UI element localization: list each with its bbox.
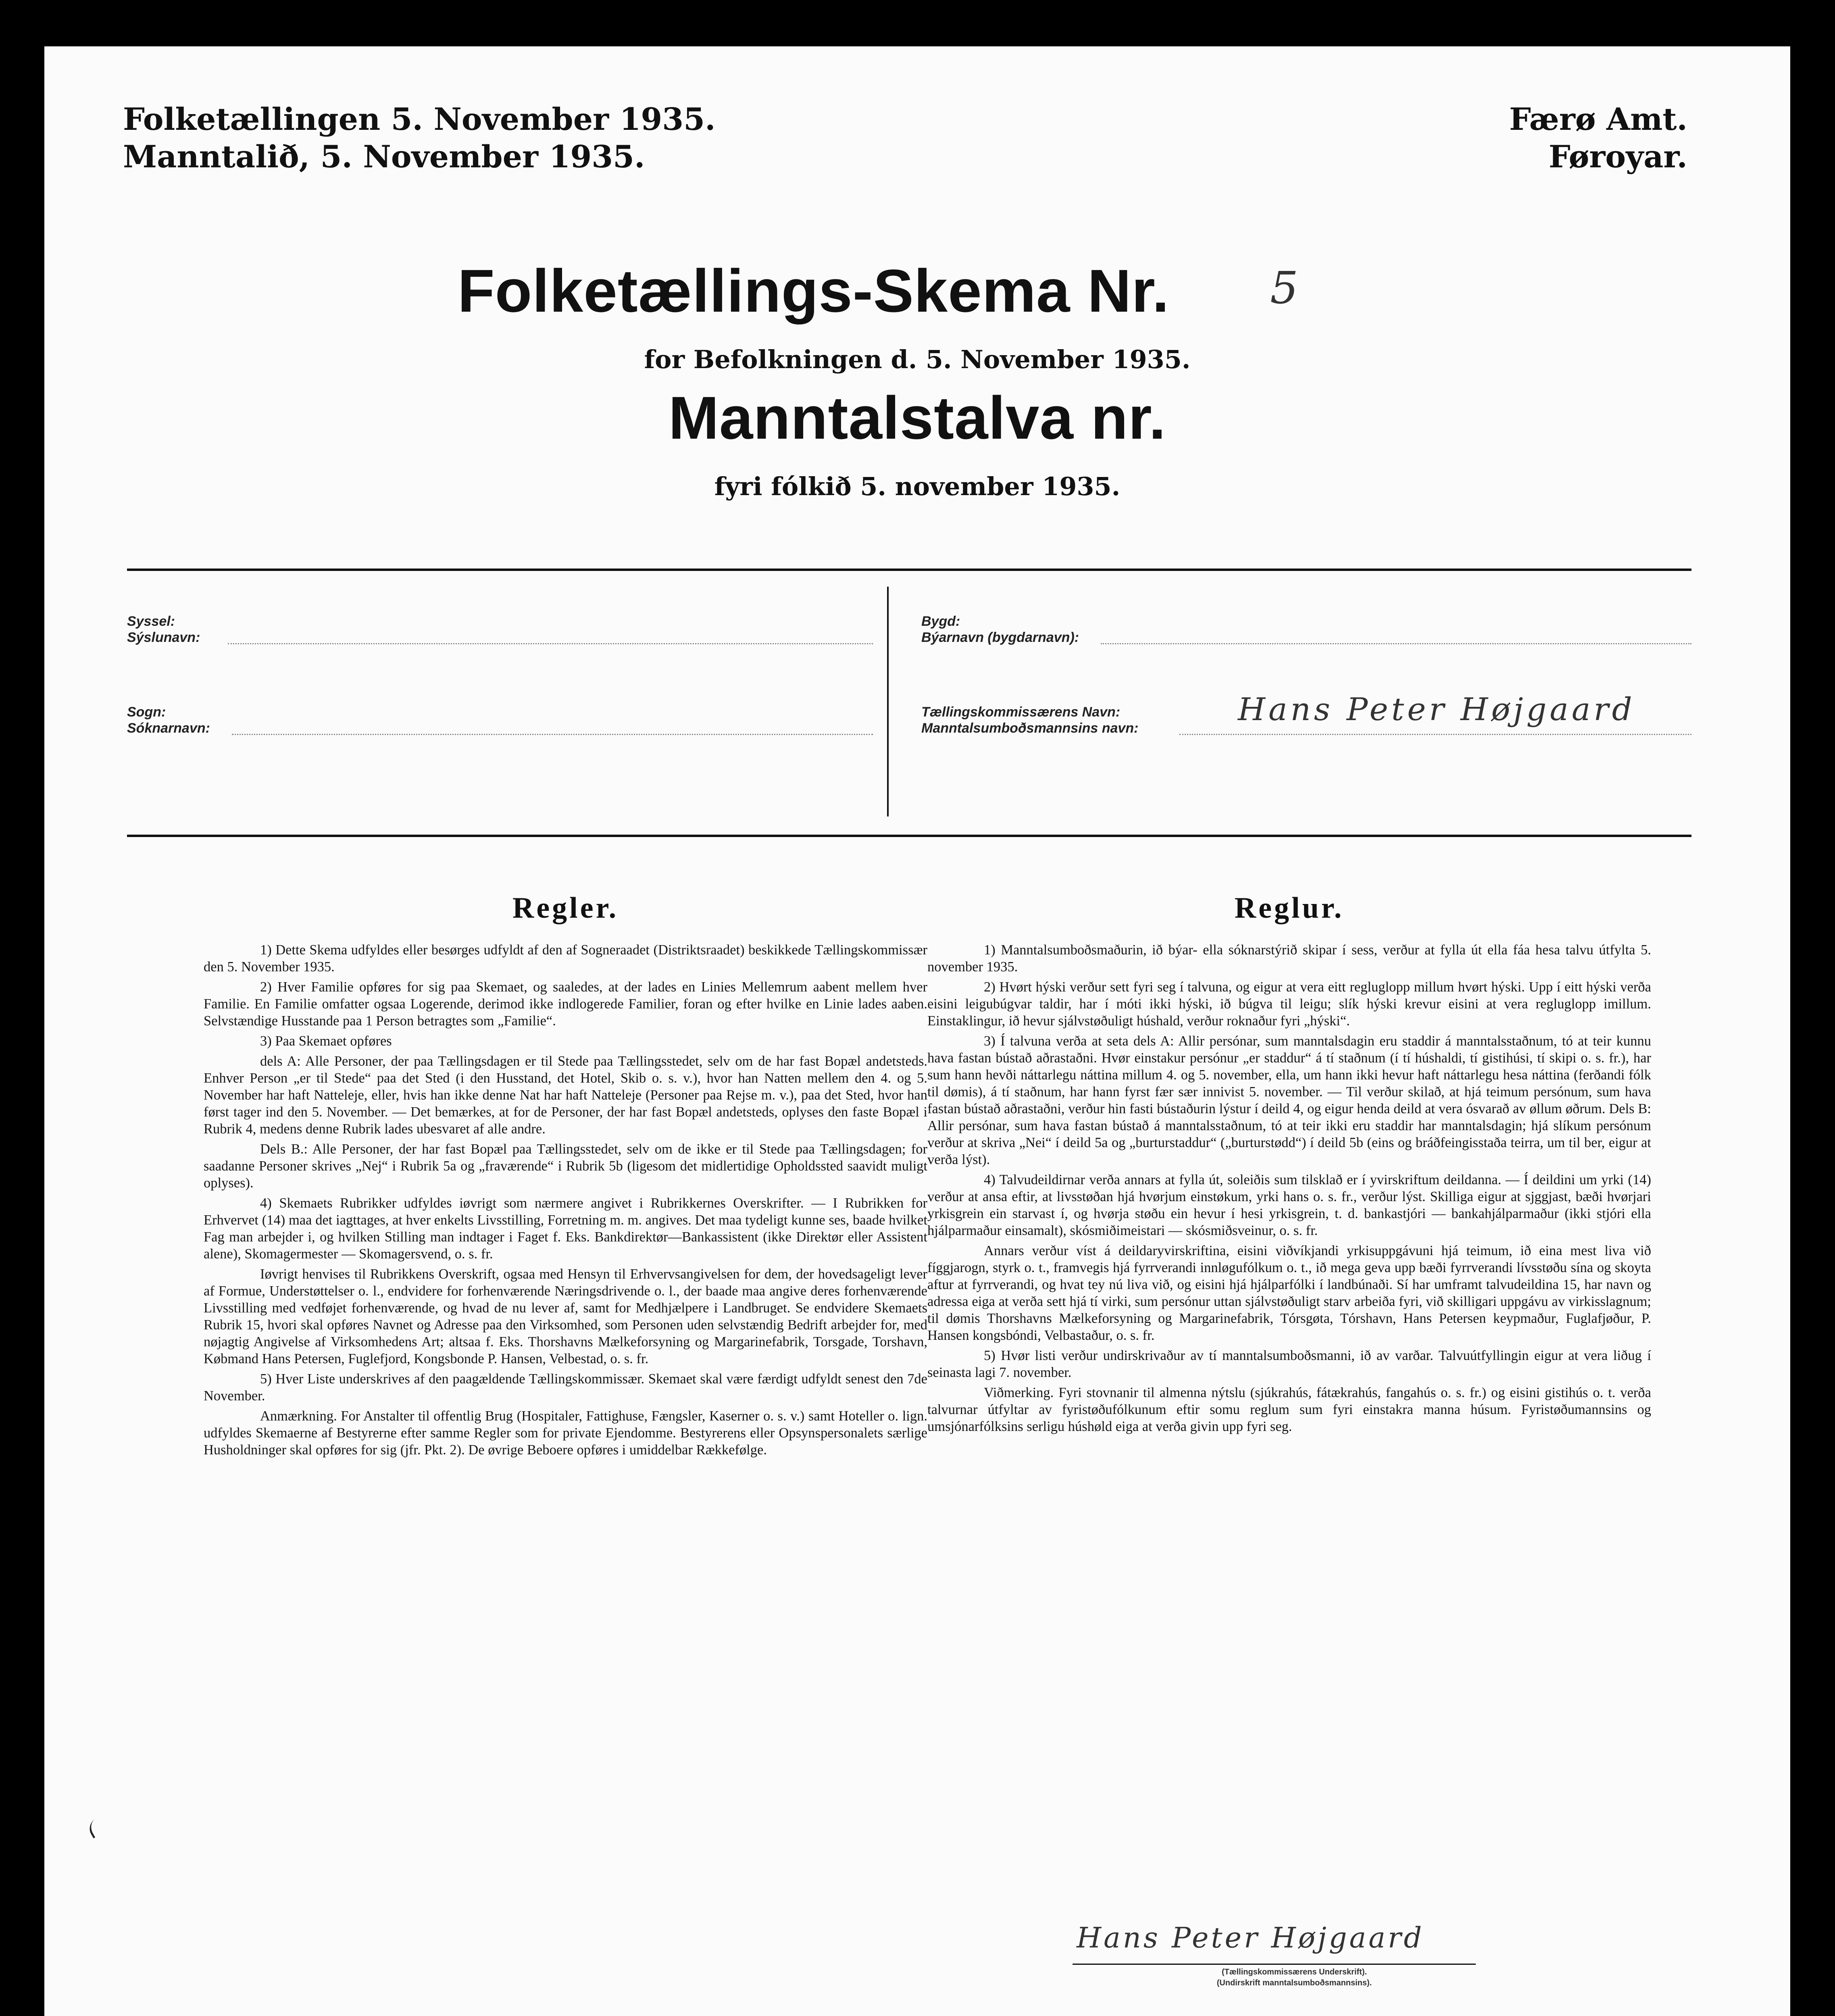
label-soknarnavn: Sóknarnavn: — [127, 721, 210, 736]
reglur-column — [927, 891, 1651, 1438]
top-divider — [127, 569, 1691, 571]
kommissaer-input[interactable] — [1179, 734, 1691, 735]
header-title-danish: Folketællingen 5. November 1935. — [123, 101, 716, 137]
reglur-title: Reglur. — [1234, 891, 1344, 925]
bygd-input[interactable] — [1101, 643, 1691, 644]
census-form-sheet — [44, 46, 1790, 2016]
signature-line — [1073, 1964, 1476, 1965]
label-byarnavn: Býarnavn (bygdarnavn): — [921, 630, 1079, 645]
label-kommissaer: Tællingskommissærens Navn: — [921, 704, 1121, 720]
schema-title: Folketællings-Skema Nr. — [458, 257, 1170, 325]
regler-paragraph-dels-b: Dels B.: Alle Personer, der har fast Bopæl paa Tællingsstedet, selv om de ikke er til Stede paa Tællingsdagen; for saadanne Personer skrives „Nej“ i Rubrik 5a og „fraværende“ i Rubrik 5b (ligesom det midlertidige Opholdssted saavidt muligt oplyses). — [204, 1141, 927, 1191]
regler-paragraph-2: 2) Hver Familie opføres for sig paa Skemaet, og saaledes, at der lades en Linies Mellemrum aabent mellem hver Familie. En Familie omfatter ogsaa Logerende, derimod ikke indlogerede Familier, foran og efter hvilke en Linie lades aaben. Selvstændige Husstande paa 1 Person betragtes som „Familie“. — [204, 979, 927, 1029]
regler-paragraph-iovrigt: Iøvrigt henvises til Rubrikkens Overskrift, ogsaa med Hensyn til Erhvervsangivelsen for dem, der hovedsageligt lever af Formue, Understøttelser o. l., endvidere for forhenværende Næringsdrivende o. l., der baade maa angive deres forhenværende Livsstilling med vedføjet forhenværende, og hvad de nu lever af, samt for Medhjælpere i Landbruget. Se endvidere Skemaets Rubrik 15, hvori skal opføres Navnet og Adresse paa den Virksomhed, som Personen uden selvstændig Bedrift arbejder for, med nøjagtig Angivelse af Virksomhedens Art; altsaa f. Eks. Thorshavns Mælkeforsyning og Margarinefabrik, Torsgade, Torshavn, Købmand Hans Petersen, Fuglefjord, Kongsbonde P. Hansen, Velbestad, o. s. fr. — [204, 1266, 927, 1366]
manntal-subtitle: fyri fólkið 5. november 1935. — [714, 472, 1121, 501]
regler-paragraph-4: 4) Skemaets Rubrikker udfyldes iøvrigt som nærmere angivet i Rubrikkernes Overskrifter. — I Rubrikken for Erhvervet (14) maa det iagttages, at hver enkelts Livsstilling, Forretning m. m. angives. Det maa tydeligt kunne ses, baade hvilket Fag man arbejder i, og hvilken Stilling man indtager i Faget f. Eks. Bankdirektør—Bankassistent (ikke Direktør eller Assistent alene), Skomagermester — Skomagersvend, o. s. fr. — [204, 1195, 927, 1262]
header-title-faroese: Manntalið, 5. November 1935. — [123, 139, 645, 175]
signature-caption-danish: (Tællingskommissærens Underskrift). — [1221, 1968, 1367, 1976]
regler-anmaerkning: Anmærkning. For Anstalter til offentlig Brug (Hospitaler, Fattighuse, Fængsler, Kaserner o. s. v.) samt Hoteller o. lign. udfyldes Skemaerne af Bestyrerne efter samme Regler som for private Ejendomme. Bestyrerens eller Opsynspersonalets særlige Husholdninger skal opføres for sig (jfr. Pkt. 2). De øvrige Beboere opføres i umiddelbar Rækkefølge. — [204, 1408, 927, 1458]
label-bygd: Bygd: — [921, 614, 960, 629]
header-amt-faroese: Føroyar. — [1548, 139, 1687, 175]
manntal-title: Manntalstalva nr. — [668, 384, 1166, 452]
reglur-paragraph-5: 5) Hvør listi verður undirskrivaður av tí manntalsumboðsmanni, ið av varðar. Talvuútfyllingin eigur at vera liðug í seinasta lagi 7. november. — [927, 1348, 1651, 1380]
reglur-paragraph-2: 2) Hvørt hýski verður sett fyri seg í talvuna, og eigur at vera eitt regluglopp millum hvørt hýski. Upp í eitt hýski verða eisini leigubúgvar taldir, har í móti ikki hýski, ið búgva til leigu; slík hýski krevur eisini at vera regluglopp imillum. Einstaklingur, ið hevur sjálvstøðuligt húshald, verður roknaður fyri „hýski“. — [927, 979, 1651, 1029]
bottom-divider — [127, 835, 1691, 837]
regler-paragraph-3: 3) Paa Skemaet opføres — [260, 1033, 392, 1049]
signature-caption-faroese: (Undirskrift manntalsumboðsmannsins). — [1216, 1979, 1372, 1987]
label-syslunavn: Sýslunavn: — [127, 630, 200, 645]
reglur-paragraph-annars: Annars verður víst á deildaryvirskriftina, eisini viðvíkjandi yrkisuppgávuni hjá teimum, ið eina mest liva við fíggjarogn, styrk o. t., framvegis hjá fyrrverandi innløgufólkum o. t., ið mega geva upp bæði fyrrverandi lívsstøðu sína og skoyta aftur at fyrrverandi, og hvat tey nú liva við, og eisini hjá hjálparfólki í landbúnaði. Sí har umframt talvudeildina 15, har navn og adressa eiga at verða sett hjá tí virki, sum persónur uttan sjálvstøðuligt starv arbeiða fyri, við skilligari uppgávu av virkisslagnum; til dømis Thorshavns Mælkeforsyning og Margarinefabrik, Tórsgøta, Tórshavn, Hans Petersen keypmaður, Fuglafjøður, P. Hansen kongsbóndi, Velbastaður, o. s. fr. — [927, 1243, 1651, 1343]
reglur-paragraph-3: 3) Í talvuna verða at seta dels A: Allir persónar, sum manntalsdagin eru staddir á manntalsstaðnum, tó at teir kunnu hava fastan bústað aðrastaðni. Hvør einstakur persónur „er staddur“ á tí staðnum (í tí húshaldi, tí gistihúsi, tí skipi o. s. fr.), har sum hann hevði náttarlegu náttina millum 4. og 5. november, ella, um hann ikki hevur haft náttarlegu hesa náttina (ferðandi fólk til dømis), á tí staðnum, har hann fyrst fær sær innivist 5. november. — Til verður skilað, at hjá teimum persónum, sum hava fastan bústað aðrastaðni, verður hin fasti bústaðurin lýstur í deild 4, og eigur henda deild at vera ósvarað av øllum øðrum. Dels B: Allir persónar, sum hava fastan bústað á manntalsstaðnum, tó at teir ikki eru staddir har manntalsdagin; hjá slíkum persónum verður at skriva „Nei“ í deild 5a og „burturstaddur“ („burturstødd“) í deild 5b (eins og bráðfeingisstaða teirra, um til ber, eigur at verða lýst). — [927, 1033, 1651, 1167]
schema-subtitle: for Befolkningen d. 5. November 1935. — [644, 345, 1191, 374]
reglur-paragraph-4: 4) Talvudeildirnar verða annars at fylla út, soleiðis sum tilsklað er í yvirskriftum deildanna. — Í deildini um yrki (14) verður at ansa eftir, at livsstøðan hjá hvørjum einstøkum, yrki hans o. s. fr., verður lýst. Skilliga eigur at sjggjast, bæði hvørjari yrkisgrein ein starvast í, og hvørja støðu ein hevur í hesi yrkisgrein, t. d. bankastjóri — bankahjálparmaður (ikki stjóri ella hjálparmaður einsamalt), skósmiðimeistari — skósmiðsveinur, o. s. fr. — [927, 1172, 1651, 1238]
regler-paragraph-dels-a: dels A: Alle Personer, der paa Tællingsdagen er til Stede paa Tællingsstedet, selv om de har fast Bopæl andetsteds. Enhver Person „er til Stede“ paa det Sted (i den Husstand, det Hotel, Skib o. s. v.), hvor han Natten mellem den 4. og 5. November har haft Natteleje, eller, hvis han ikke denne Nat har haft Natteleje (Personer paa Rejse m. v.), paa det Sted, hvor han først tager ind den 5. November. — Det bemærkes, at for de Personer, der har fast Bopæl andetsteds, oplyses den faste Bopæl i Rubrik 4, medens denne Rubrik lades ubesvaret af alle andre. — [204, 1054, 927, 1137]
syssel-input[interactable] — [228, 643, 873, 644]
regler-paragraph-5: 5) Hver Liste underskrives af den paagældende Tællingskommissær. Skemaet skal være færdigt udfyldt senest den 7de November. — [204, 1371, 927, 1404]
reglur-vidmerking: Viðmerking. Fyri stovnanir til almenna nýtslu (sjúkrahús, fátækrahús, fangahús o. s. fr.) og eisini gistihús o. t. verða talvurnar útfyltar av fyristøðufólkunum eftir somu reglum sum fyri einstakra manna húsum. Fyristøðumannsins og umsjónarfólksins serligu húshøld eiga at verða givin upp fyri seg. — [927, 1385, 1651, 1434]
regler-column — [204, 891, 927, 1462]
vertical-divider — [887, 587, 889, 816]
sogn-input[interactable] — [232, 734, 873, 735]
kommissaer-handwritten-name: Hans Peter Højgaard — [1238, 691, 1635, 728]
label-sogn: Sogn: — [127, 704, 166, 720]
reglur-paragraph-1: 1) Manntalsumboðsmaðurin, ið býar- ella sóknarstýrið skipar í sess, verður at fylla út ella fáa hesa talvu útfylta 5. november 1935. — [927, 942, 1651, 975]
pen-mark — [85, 1818, 104, 1838]
header-amt-danish: Færø Amt. — [1509, 101, 1687, 137]
label-syssel: Syssel: — [127, 614, 175, 629]
signature-handwritten: Hans Peter Højgaard — [1077, 1921, 1425, 1954]
schema-number-handwritten: 5 — [1270, 262, 1298, 314]
regler-paragraph-1: 1) Dette Skema udfyldes eller besørges udfyldt af den af Sogneraadet (Distriktsraadet) beskikkede Tællingskommissær den 5. November 1935. — [204, 942, 927, 975]
regler-title: Regler. — [512, 891, 619, 925]
label-manntalsumbodsmann: Manntalsumboðsmannsins navn: — [921, 721, 1139, 736]
